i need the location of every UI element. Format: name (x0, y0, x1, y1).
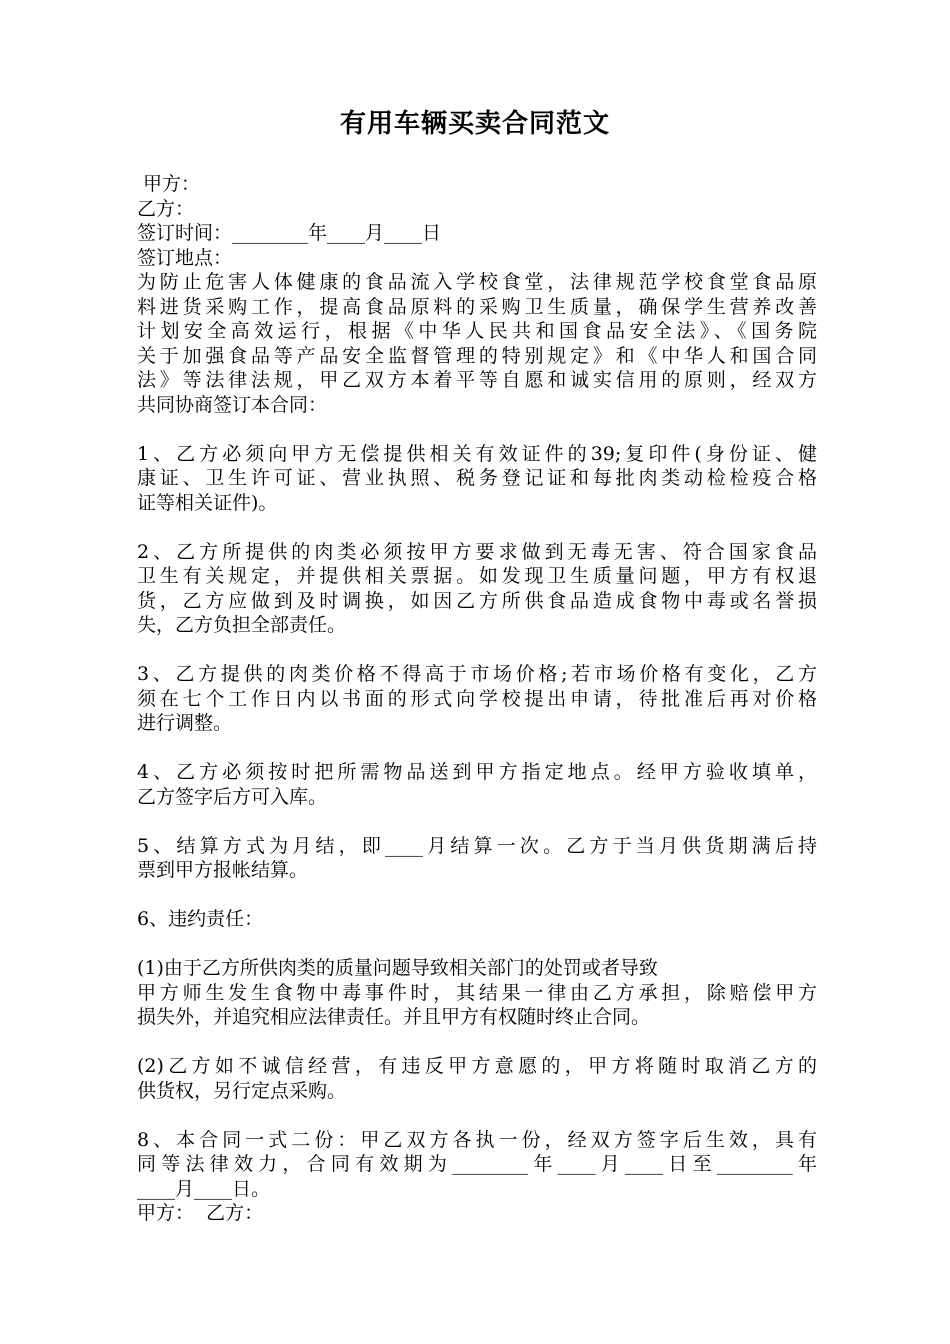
header-block (137, 172, 817, 270)
text-line: 为防止危害人体健康的食品流入学校食堂，法律规范学校食堂食品原 (137, 271, 817, 293)
text-line: 康证、卫生许可证、营业执照、税务登记证和每批肉类动检检疫合格 (137, 467, 817, 489)
paragraph-gap (137, 736, 817, 761)
paragraph-gap (137, 809, 817, 834)
text-line: 货，乙方应做到及时调换，如因乙方所供食品造成食物中毒或名誉损 (137, 589, 817, 612)
paragraph-gap (137, 1103, 817, 1128)
text-line: 卫生有关规定，并提供相关票据。如发现卫生质量问题，甲方有权退 (137, 565, 817, 587)
text-line: 1、乙方必须向甲方无偿提供相关有效证件的39;复印件(身份证、健 (137, 442, 817, 465)
paragraph-gap (137, 515, 817, 540)
text-line: 证等相关证件)。 (137, 491, 278, 514)
paragraph-gap (137, 932, 817, 957)
sign-time-line: 签订时间：________年____月____日 (137, 222, 442, 244)
text-line: 4、乙方必须按时把所需物品送到甲方指定地点。经甲方验收填单， (137, 761, 817, 783)
document-body (137, 172, 817, 1226)
text-line: 供货权，另行定点采购。 (137, 1079, 347, 1102)
text-line: 须在七个工作日内以书面的形式向学校提出申请，待批准后再对价格 (137, 687, 817, 710)
paragraph-gap (137, 417, 817, 442)
text-line: 3、乙方提供的肉类价格不得高于市场价格;若市场价格有变化，乙方 (137, 663, 817, 685)
clause-8 (137, 1128, 817, 1202)
signature-line: 甲方： 乙方： (137, 1202, 264, 1224)
clause-3 (137, 662, 817, 736)
text-line: 损失外，并追究相应法律责任。并且甲方有权随时终止合同。 (137, 1006, 651, 1028)
clause-6 (137, 907, 817, 932)
sign-place-line: 签订地点： (137, 246, 233, 269)
text-line: (1)由于乙方所供肉类的质量问题导致相关部门的处罚或者导致 (137, 957, 658, 979)
text-line: 失，乙方负担全部责任。 (137, 614, 347, 636)
clause-6-2 (137, 1054, 817, 1103)
clause-4 (137, 760, 817, 809)
clause-1 (137, 442, 817, 516)
clause-2 (137, 540, 817, 638)
text-line: 8、本合同一式二份：甲乙双方各执一份，经双方签字后生效，具有 (137, 1128, 817, 1151)
text-line: 共同协商签订本合同： (137, 393, 328, 416)
text-line: 计划安全高效运行，根据《中华人民共和国食品安全法》、《国务院 (137, 320, 817, 342)
text-line: 6、违约责任： (137, 908, 264, 930)
text-line: 甲方师生发生食物中毒事件时，其结果一律由乙方承担，除赔偿甲方 (137, 981, 817, 1004)
clause-6-1 (137, 956, 817, 1030)
text-line: 乙方签字后方可入库。 (137, 785, 328, 808)
text-line: 法》等法律法规，甲乙双方本着平等自愿和诚实信用的原则，经双方 (137, 369, 817, 391)
text-line: (2)乙方如不诚信经营，有违反甲方意愿的，甲方将随时取消乙方的 (137, 1055, 817, 1077)
paragraph-gap (137, 638, 817, 663)
party-b-line: 乙方： (137, 197, 195, 220)
text-line: 料进货采购工作，提高食品原料的采购卫生质量，确保学生营养改善 (137, 295, 817, 318)
clause-5 (137, 834, 817, 883)
text-line: ____月____日。 (137, 1177, 271, 1200)
text-line: 同等法律效力，合同有效期为________年____月____日至________年 (137, 1153, 817, 1175)
text-line: 5、结算方式为月结，即____月结算一次。乙方于当月供货期满后持 (137, 834, 817, 857)
text-line: 票到甲方报帐结算。 (137, 859, 309, 881)
paragraph-gap (137, 883, 817, 908)
party-a-line: 甲方： (137, 173, 201, 195)
text-line: 进行调整。 (137, 712, 233, 734)
preamble-paragraph (137, 270, 817, 417)
text-line: 关于加强食品等产品安全监督管理的特别规定》和《中华人和国合同 (137, 344, 817, 367)
paragraph-gap (137, 1030, 817, 1055)
text-line: 2、乙方所提供的肉类必须按甲方要求做到无毒无害、符合国家食品 (137, 540, 817, 563)
document-title: 有用车辆买卖合同范文 (339, 109, 610, 139)
